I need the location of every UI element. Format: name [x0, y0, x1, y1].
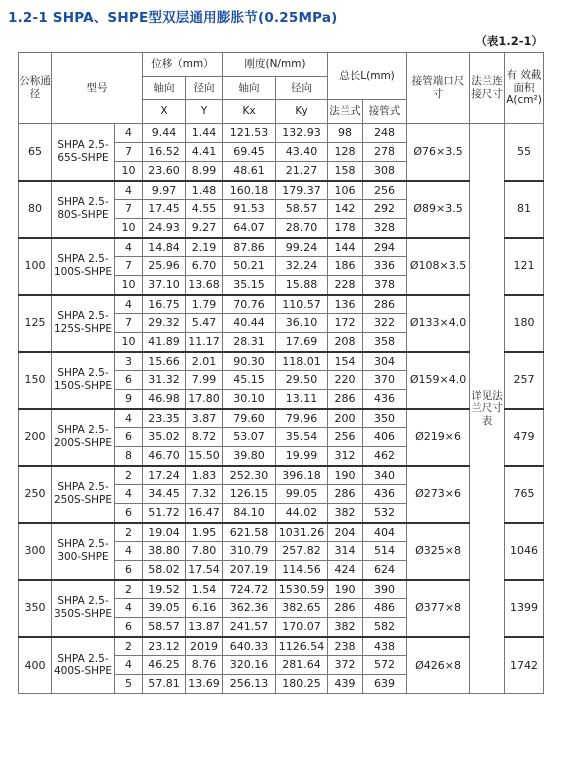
cell-disp-x: 39.05 — [143, 599, 186, 618]
cell-stiff-kx: 241.57 — [223, 618, 276, 637]
cell-len-flange: 382 — [328, 618, 363, 637]
cell-stiff-kx: 39.80 — [223, 447, 276, 466]
cell-stiff-ky: 1031.26 — [276, 523, 328, 542]
header-disp-y: Y — [186, 100, 223, 124]
cell-dn: 125 — [19, 295, 52, 352]
cell-disp-y: 8.99 — [186, 162, 223, 181]
cell-disp-y: 13.87 — [186, 618, 223, 637]
cell-len-weld: 436 — [363, 485, 407, 504]
cell-waves: 8 — [115, 447, 143, 466]
cell-area: 121 — [505, 238, 544, 295]
cell-len-flange: 200 — [328, 409, 363, 428]
cell-waves: 4 — [115, 238, 143, 257]
cell-stiff-kx: 64.07 — [223, 219, 276, 238]
cell-len-flange: 439 — [328, 675, 363, 694]
cell-disp-y: 2019 — [186, 637, 223, 656]
cell-stiff-ky: 179.37 — [276, 181, 328, 200]
cell-disp-y: 5.47 — [186, 314, 223, 333]
cell-len-weld: 358 — [363, 333, 407, 352]
cell-waves: 5 — [115, 675, 143, 694]
cell-stiff-kx: 310.79 — [223, 542, 276, 561]
cell-len-flange: 208 — [328, 333, 363, 352]
cell-flange-note: 详见法兰尺寸表 — [470, 124, 505, 694]
table-row — [19, 580, 544, 599]
cell-stiff-kx: 362.36 — [223, 599, 276, 618]
cell-len-weld: 286 — [363, 295, 407, 314]
cell-len-weld: 378 — [363, 276, 407, 295]
header-pipe-end: 接管端口尺寸 — [407, 53, 470, 124]
cell-waves: 6 — [115, 561, 143, 580]
cell-disp-y: 3.87 — [186, 409, 223, 428]
page-title: 1.2-1 SHPA、SHPE型双层通用膨胀节(0.25MPa) — [8, 10, 338, 26]
cell-len-flange: 186 — [328, 257, 363, 276]
cell-waves: 6 — [115, 428, 143, 447]
cell-disp-y: 17.54 — [186, 561, 223, 580]
cell-len-weld: 486 — [363, 599, 407, 618]
cell-len-weld: 406 — [363, 428, 407, 447]
table-row — [19, 124, 544, 143]
cell-len-flange: 106 — [328, 181, 363, 200]
cell-len-weld: 328 — [363, 219, 407, 238]
cell-model: SHPA 2.5-100S-SHPE — [52, 238, 115, 295]
cell-disp-y: 11.17 — [186, 333, 223, 352]
cell-len-flange: 238 — [328, 637, 363, 656]
cell-len-flange: 286 — [328, 390, 363, 409]
header-stiff-axial: 轴向 — [223, 77, 276, 100]
cell-disp-x: 31.32 — [143, 371, 186, 390]
cell-waves: 4 — [115, 656, 143, 675]
cell-len-flange: 424 — [328, 561, 363, 580]
cell-stiff-ky: 28.70 — [276, 219, 328, 238]
cell-len-weld: 294 — [363, 238, 407, 257]
cell-disp-x: 38.80 — [143, 542, 186, 561]
cell-stiff-kx: 724.72 — [223, 580, 276, 599]
cell-disp-x: 19.04 — [143, 523, 186, 542]
cell-stiff-ky: 1126.54 — [276, 637, 328, 656]
cell-disp-x: 14.84 — [143, 238, 186, 257]
cell-disp-x: 58.02 — [143, 561, 186, 580]
cell-len-flange: 256 — [328, 428, 363, 447]
cell-pipe-end: Ø325×8 — [407, 523, 470, 580]
cell-stiff-kx: 160.18 — [223, 181, 276, 200]
table-row — [19, 466, 544, 485]
cell-disp-x: 51.72 — [143, 504, 186, 523]
cell-disp-x: 23.60 — [143, 162, 186, 181]
cell-disp-x: 57.81 — [143, 675, 186, 694]
cell-stiff-kx: 70.76 — [223, 295, 276, 314]
cell-len-weld: 308 — [363, 162, 407, 181]
cell-model: SHPA 2.5-400S-SHPE — [52, 637, 115, 694]
cell-stiff-kx: 84.10 — [223, 504, 276, 523]
cell-len-weld: 350 — [363, 409, 407, 428]
header-len-weld: 接管式 — [363, 100, 407, 124]
cell-model: SHPA 2.5-125S-SHPE — [52, 295, 115, 352]
header-flange-conn: 法兰连接尺寸 — [470, 53, 505, 124]
cell-disp-x: 17.24 — [143, 466, 186, 485]
cell-stiff-kx: 48.61 — [223, 162, 276, 181]
cell-len-weld: 304 — [363, 352, 407, 371]
cell-stiff-ky: 44.02 — [276, 504, 328, 523]
cell-len-flange: 172 — [328, 314, 363, 333]
cell-stiff-ky: 1530.59 — [276, 580, 328, 599]
cell-waves: 7 — [115, 314, 143, 333]
cell-waves: 4 — [115, 124, 143, 143]
cell-disp-x: 34.45 — [143, 485, 186, 504]
cell-stiff-kx: 35.15 — [223, 276, 276, 295]
cell-area: 479 — [505, 409, 544, 466]
cell-len-flange: 178 — [328, 219, 363, 238]
cell-area: 180 — [505, 295, 544, 352]
cell-waves: 4 — [115, 599, 143, 618]
table-body — [19, 124, 544, 694]
cell-stiff-ky: 396.18 — [276, 466, 328, 485]
cell-disp-y: 8.76 — [186, 656, 223, 675]
cell-stiff-ky: 132.93 — [276, 124, 328, 143]
cell-len-flange: 190 — [328, 580, 363, 599]
cell-len-flange: 98 — [328, 124, 363, 143]
cell-waves: 2 — [115, 523, 143, 542]
cell-disp-y: 4.41 — [186, 143, 223, 162]
table-row — [19, 352, 544, 371]
cell-len-weld: 572 — [363, 656, 407, 675]
cell-len-weld: 624 — [363, 561, 407, 580]
cell-waves: 10 — [115, 162, 143, 181]
table-row — [19, 523, 544, 542]
header-disp-radial: 径向 — [186, 77, 223, 100]
cell-waves: 10 — [115, 219, 143, 238]
cell-area: 765 — [505, 466, 544, 523]
cell-pipe-end: Ø89×3.5 — [407, 181, 470, 238]
cell-stiff-ky: 21.27 — [276, 162, 328, 181]
cell-pipe-end: Ø426×8 — [407, 637, 470, 694]
cell-len-weld: 336 — [363, 257, 407, 276]
cell-waves: 10 — [115, 276, 143, 295]
cell-dn: 200 — [19, 409, 52, 466]
cell-len-weld: 462 — [363, 447, 407, 466]
cell-disp-x: 46.70 — [143, 447, 186, 466]
cell-stiff-ky: 19.99 — [276, 447, 328, 466]
cell-stiff-ky: 29.50 — [276, 371, 328, 390]
cell-disp-y: 1.95 — [186, 523, 223, 542]
cell-stiff-ky: 99.05 — [276, 485, 328, 504]
cell-waves: 2 — [115, 637, 143, 656]
header-area: 有 效截面积A(cm²) — [505, 53, 544, 124]
cell-disp-x: 19.52 — [143, 580, 186, 599]
cell-area: 1046 — [505, 523, 544, 580]
cell-dn: 350 — [19, 580, 52, 637]
cell-area: 1742 — [505, 637, 544, 694]
cell-stiff-kx: 121.53 — [223, 124, 276, 143]
cell-waves: 10 — [115, 333, 143, 352]
cell-stiff-ky: 43.40 — [276, 143, 328, 162]
cell-disp-y: 13.68 — [186, 276, 223, 295]
cell-len-flange: 372 — [328, 656, 363, 675]
cell-disp-x: 24.93 — [143, 219, 186, 238]
cell-waves: 7 — [115, 200, 143, 219]
cell-stiff-kx: 69.45 — [223, 143, 276, 162]
cell-disp-y: 2.01 — [186, 352, 223, 371]
cell-stiff-ky: 13.11 — [276, 390, 328, 409]
cell-len-flange: 228 — [328, 276, 363, 295]
cell-stiff-ky: 32.24 — [276, 257, 328, 276]
cell-disp-y: 7.99 — [186, 371, 223, 390]
cell-disp-y: 9.27 — [186, 219, 223, 238]
cell-len-flange: 314 — [328, 542, 363, 561]
cell-pipe-end: Ø219×6 — [407, 409, 470, 466]
cell-disp-x: 41.89 — [143, 333, 186, 352]
cell-disp-x: 23.35 — [143, 409, 186, 428]
cell-len-flange: 286 — [328, 599, 363, 618]
cell-len-flange: 286 — [328, 485, 363, 504]
cell-stiff-ky: 382.65 — [276, 599, 328, 618]
header-stiff-kx: Kx — [223, 100, 276, 124]
cell-stiff-kx: 53.07 — [223, 428, 276, 447]
cell-len-flange: 382 — [328, 504, 363, 523]
cell-disp-y: 16.47 — [186, 504, 223, 523]
table-row — [19, 409, 544, 428]
cell-waves: 7 — [115, 143, 143, 162]
cell-disp-x: 46.98 — [143, 390, 186, 409]
cell-model: SHPA 2.5-65S-SHPE — [52, 124, 115, 181]
cell-stiff-ky: 257.82 — [276, 542, 328, 561]
cell-model: SHPA 2.5-200S-SHPE — [52, 409, 115, 466]
cell-stiff-kx: 207.19 — [223, 561, 276, 580]
table-row — [19, 637, 544, 656]
cell-len-flange: 144 — [328, 238, 363, 257]
cell-disp-x: 37.10 — [143, 276, 186, 295]
cell-disp-x: 16.52 — [143, 143, 186, 162]
cell-disp-y: 6.16 — [186, 599, 223, 618]
cell-len-weld: 514 — [363, 542, 407, 561]
cell-len-flange: 158 — [328, 162, 363, 181]
cell-disp-y: 15.50 — [186, 447, 223, 466]
cell-disp-y: 4.55 — [186, 200, 223, 219]
cell-len-weld: 390 — [363, 580, 407, 599]
cell-waves: 4 — [115, 409, 143, 428]
cell-len-flange: 190 — [328, 466, 363, 485]
cell-disp-x: 58.57 — [143, 618, 186, 637]
cell-len-weld: 370 — [363, 371, 407, 390]
cell-stiff-kx: 79.60 — [223, 409, 276, 428]
cell-area: 81 — [505, 181, 544, 238]
cell-pipe-end: Ø273×6 — [407, 466, 470, 523]
cell-len-weld: 278 — [363, 143, 407, 162]
cell-model: SHPA 2.5-250S-SHPE — [52, 466, 115, 523]
cell-stiff-kx: 40.44 — [223, 314, 276, 333]
cell-len-flange: 128 — [328, 143, 363, 162]
cell-stiff-kx: 621.58 — [223, 523, 276, 542]
table-number: （表1.2-1） — [475, 34, 543, 48]
cell-dn: 150 — [19, 352, 52, 409]
cell-waves: 2 — [115, 580, 143, 599]
cell-disp-y: 6.70 — [186, 257, 223, 276]
cell-waves: 4 — [115, 181, 143, 200]
cell-len-flange: 204 — [328, 523, 363, 542]
cell-disp-x: 46.25 — [143, 656, 186, 675]
cell-len-weld: 256 — [363, 181, 407, 200]
cell-stiff-ky: 58.57 — [276, 200, 328, 219]
cell-disp-y: 8.72 — [186, 428, 223, 447]
cell-len-weld: 438 — [363, 637, 407, 656]
cell-stiff-kx: 87.86 — [223, 238, 276, 257]
cell-stiff-ky: 99.24 — [276, 238, 328, 257]
cell-dn: 100 — [19, 238, 52, 295]
cell-area: 55 — [505, 124, 544, 181]
header-disp-axial: 轴向 — [143, 77, 186, 100]
cell-dn: 400 — [19, 637, 52, 694]
cell-dn: 80 — [19, 181, 52, 238]
header-displacement: 位移（mm） — [143, 53, 223, 77]
cell-waves: 4 — [115, 542, 143, 561]
cell-len-flange: 136 — [328, 295, 363, 314]
cell-pipe-end: Ø159×4.0 — [407, 352, 470, 409]
cell-pipe-end: Ø108×3.5 — [407, 238, 470, 295]
cell-area: 257 — [505, 352, 544, 409]
cell-dn: 250 — [19, 466, 52, 523]
cell-stiff-kx: 28.31 — [223, 333, 276, 352]
table-row — [19, 238, 544, 257]
cell-dn: 300 — [19, 523, 52, 580]
cell-stiff-kx: 30.10 — [223, 390, 276, 409]
header-stiffness: 刚度(N/mm) — [223, 53, 328, 77]
cell-len-weld: 292 — [363, 200, 407, 219]
cell-stiff-kx: 256.13 — [223, 675, 276, 694]
cell-disp-x: 23.12 — [143, 637, 186, 656]
cell-model: SHPA 2.5-300-SHPE — [52, 523, 115, 580]
cell-dn: 65 — [19, 124, 52, 181]
cell-stiff-ky: 281.64 — [276, 656, 328, 675]
cell-pipe-end: Ø377×8 — [407, 580, 470, 637]
cell-disp-y: 7.32 — [186, 485, 223, 504]
cell-disp-x: 16.75 — [143, 295, 186, 314]
cell-len-weld: 248 — [363, 124, 407, 143]
cell-stiff-kx: 50.21 — [223, 257, 276, 276]
cell-waves: 2 — [115, 466, 143, 485]
header-stiff-radial: 径向 — [276, 77, 328, 100]
cell-disp-x: 9.44 — [143, 124, 186, 143]
cell-stiff-ky: 36.10 — [276, 314, 328, 333]
table-row — [19, 295, 544, 314]
cell-disp-x: 35.02 — [143, 428, 186, 447]
header-len-flange: 法兰式 — [328, 100, 363, 124]
cell-stiff-ky: 15.88 — [276, 276, 328, 295]
cell-disp-x: 29.32 — [143, 314, 186, 333]
cell-disp-y: 1.83 — [186, 466, 223, 485]
table-row — [19, 181, 544, 200]
cell-disp-x: 17.45 — [143, 200, 186, 219]
cell-disp-y: 17.80 — [186, 390, 223, 409]
cell-len-weld: 340 — [363, 466, 407, 485]
cell-disp-y: 1.48 — [186, 181, 223, 200]
cell-disp-y: 13.69 — [186, 675, 223, 694]
cell-len-weld: 582 — [363, 618, 407, 637]
cell-waves: 7 — [115, 257, 143, 276]
cell-disp-x: 9.97 — [143, 181, 186, 200]
cell-waves: 9 — [115, 390, 143, 409]
header-dn: 公称通径 — [19, 53, 52, 124]
cell-stiff-ky: 114.56 — [276, 561, 328, 580]
cell-area: 1399 — [505, 580, 544, 637]
cell-stiff-kx: 126.15 — [223, 485, 276, 504]
cell-len-weld: 639 — [363, 675, 407, 694]
cell-len-weld: 436 — [363, 390, 407, 409]
cell-model: SHPA 2.5-150S-SHPE — [52, 352, 115, 409]
cell-stiff-kx: 320.16 — [223, 656, 276, 675]
cell-waves: 6 — [115, 618, 143, 637]
cell-stiff-kx: 640.33 — [223, 637, 276, 656]
cell-len-weld: 404 — [363, 523, 407, 542]
cell-stiff-kx: 91.53 — [223, 200, 276, 219]
cell-len-weld: 322 — [363, 314, 407, 333]
cell-disp-y: 1.54 — [186, 580, 223, 599]
cell-waves: 3 — [115, 352, 143, 371]
spec-table — [18, 52, 544, 694]
header-model: 型号 — [52, 53, 143, 124]
cell-len-flange: 142 — [328, 200, 363, 219]
cell-disp-y: 2.19 — [186, 238, 223, 257]
cell-stiff-kx: 45.15 — [223, 371, 276, 390]
cell-waves: 6 — [115, 371, 143, 390]
cell-waves: 6 — [115, 504, 143, 523]
header-disp-x: X — [143, 100, 186, 124]
cell-pipe-end: Ø133×4.0 — [407, 295, 470, 352]
cell-disp-x: 15.66 — [143, 352, 186, 371]
cell-stiff-ky: 118.01 — [276, 352, 328, 371]
cell-model: SHPA 2.5-80S-SHPE — [52, 181, 115, 238]
cell-disp-y: 1.79 — [186, 295, 223, 314]
cell-stiff-ky: 180.25 — [276, 675, 328, 694]
cell-disp-y: 7.80 — [186, 542, 223, 561]
cell-stiff-ky: 110.57 — [276, 295, 328, 314]
header-total-length: 总长L(mm) — [328, 53, 407, 100]
cell-model: SHPA 2.5-350S-SHPE — [52, 580, 115, 637]
cell-len-weld: 532 — [363, 504, 407, 523]
cell-len-flange: 312 — [328, 447, 363, 466]
cell-stiff-kx: 252.30 — [223, 466, 276, 485]
cell-waves: 4 — [115, 485, 143, 504]
cell-disp-x: 25.96 — [143, 257, 186, 276]
cell-len-flange: 154 — [328, 352, 363, 371]
cell-stiff-kx: 90.30 — [223, 352, 276, 371]
cell-stiff-ky: 170.07 — [276, 618, 328, 637]
header-stiff-ky: Ky — [276, 100, 328, 124]
cell-waves: 4 — [115, 295, 143, 314]
cell-disp-y: 1.44 — [186, 124, 223, 143]
cell-stiff-ky: 79.96 — [276, 409, 328, 428]
cell-pipe-end: Ø76×3.5 — [407, 124, 470, 181]
cell-stiff-ky: 35.54 — [276, 428, 328, 447]
cell-len-flange: 220 — [328, 371, 363, 390]
cell-stiff-ky: 17.69 — [276, 333, 328, 352]
